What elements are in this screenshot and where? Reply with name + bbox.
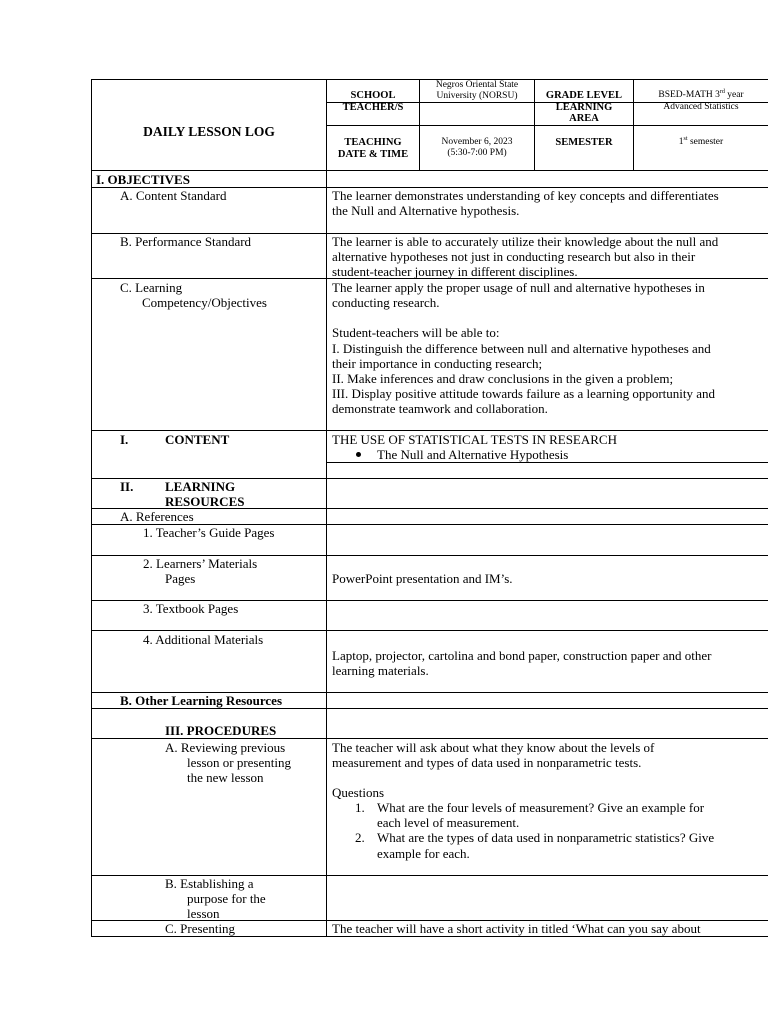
purpose-label-line: purpose for the bbox=[187, 891, 266, 906]
resources-section-number: II. bbox=[120, 479, 134, 494]
performance-standard-line: student-teacher journey in different disciplines. bbox=[332, 264, 578, 279]
row-divider bbox=[327, 462, 768, 463]
competency-line: I. Distinguish the difference between null and alternative hypotheses and bbox=[332, 341, 711, 356]
question-line: What are the types of data used in nonparametric statistics? Give bbox=[377, 830, 715, 845]
objectives-heading: I. OBJECTIVES bbox=[96, 172, 190, 187]
learning-area-label-line-2: AREA bbox=[569, 113, 599, 124]
competency-label-line-1: C. Learning bbox=[120, 280, 183, 295]
header-divider-2 bbox=[327, 125, 768, 126]
row-divider bbox=[91, 430, 768, 431]
textbook-label: 3. Textbook Pages bbox=[143, 601, 239, 616]
competency-line: their importance in conducting research; bbox=[332, 356, 543, 371]
procedures-heading: III. PROCEDURES bbox=[165, 723, 277, 738]
presenting-text: The teacher will have a short activity in titled ‘What can you say about bbox=[332, 921, 701, 936]
content-title: THE USE OF STATISTICAL TESTS IN RESEARCH bbox=[332, 432, 617, 447]
learning-area-label-line-1: LEARNING bbox=[555, 102, 613, 113]
purpose-label-line: lesson bbox=[187, 906, 220, 921]
bullet-icon bbox=[356, 452, 361, 457]
content-standard-line: The learner demonstrates understanding of key concepts and differentiates bbox=[332, 188, 719, 203]
competency-line: The learner apply the proper usage of null and alternative hypotheses in bbox=[332, 280, 705, 295]
page-title: DAILY LESSON LOG bbox=[143, 124, 275, 139]
resources-label-line-1: LEARNING bbox=[165, 479, 236, 494]
learners-materials-label-line-1: 2. Learners’ Materials bbox=[143, 556, 258, 571]
resources-label-line-2: RESOURCES bbox=[165, 494, 245, 509]
teaching-date-label-line-2: DATE & TIME bbox=[337, 149, 409, 160]
competency-line: II. Make inferences and draw conclusions in the given a problem; bbox=[332, 371, 674, 386]
teacher-label: TEACHER/S bbox=[342, 102, 404, 113]
content-section-label: CONTENT bbox=[165, 432, 230, 447]
row-divider bbox=[91, 738, 768, 739]
additional-materials-line: learning materials. bbox=[332, 663, 429, 678]
competency-label-line-2: Competency/Objectives bbox=[142, 295, 267, 310]
learning-area-value: Advanced Statistics bbox=[663, 102, 739, 112]
other-resources-label: B. Other Learning Resources bbox=[120, 693, 283, 708]
grade-level-value: BSED-MATH 3rd year bbox=[658, 88, 744, 100]
content-standard-label: A. Content Standard bbox=[120, 188, 227, 203]
presenting-label: C. Presenting bbox=[165, 921, 236, 936]
grade-level-label: GRADE LEVEL bbox=[545, 90, 623, 101]
additional-materials-label: 4. Additional Materials bbox=[143, 632, 264, 647]
additional-materials-line: Laptop, projector, cartolina and bond paper, construction paper and other bbox=[332, 648, 712, 663]
question-number: 2. bbox=[355, 830, 365, 845]
competency-line: conducting research. bbox=[332, 295, 440, 310]
teaching-date-value-line-2: (5:30-7:00 PM) bbox=[447, 148, 507, 158]
school-label: SCHOOL bbox=[350, 90, 396, 101]
header-divider-bottom bbox=[91, 170, 768, 171]
semester-label: SEMESTER bbox=[555, 137, 613, 148]
performance-standard-line: The learner is able to accurately utilize their knowledge about the null and bbox=[332, 234, 719, 249]
purpose-label-line: B. Establishing a bbox=[165, 876, 254, 891]
review-label-line: the new lesson bbox=[187, 770, 264, 785]
competency-line: III. Display positive attitude towards failure as a learning opportunity and bbox=[332, 386, 716, 401]
review-text-line: measurement and types of data used in nonparametric tests. bbox=[332, 755, 642, 770]
school-value-line-1: Negros Oriental State bbox=[435, 80, 519, 90]
table-border-bottom bbox=[91, 936, 768, 937]
teaching-date-value-line-1: November 6, 2023 bbox=[441, 137, 513, 147]
content-bullet-text: The Null and Alternative Hypothesis bbox=[377, 447, 569, 462]
school-value-line-2: University (NORSU) bbox=[436, 91, 518, 101]
review-label-line: A. Reviewing previous bbox=[165, 740, 286, 755]
review-label-line: lesson or presenting bbox=[187, 755, 291, 770]
question-number: 1. bbox=[355, 800, 365, 815]
review-text-line: The teacher will ask about what they know about the levels of bbox=[332, 740, 655, 755]
competency-line: demonstrate teamwork and collaboration. bbox=[332, 401, 548, 416]
learners-materials-label-line-2: Pages bbox=[165, 571, 196, 586]
question-line: example for each. bbox=[377, 846, 470, 861]
performance-standard-label: B. Performance Standard bbox=[120, 234, 252, 249]
questions-label: Questions bbox=[332, 785, 384, 800]
references-label: A. References bbox=[120, 509, 194, 524]
performance-standard-line: alternative hypotheses not just in conducting research but also in their bbox=[332, 249, 696, 264]
question-line: What are the four levels of measurement? Give an example for bbox=[377, 800, 705, 815]
content-standard-line: the Null and Alternative hypothesis. bbox=[332, 203, 520, 218]
competency-line: Student-teachers will be able to: bbox=[332, 325, 500, 340]
semester-value: 1st semester bbox=[678, 135, 724, 147]
learners-materials-value: PowerPoint presentation and IM’s. bbox=[332, 571, 513, 586]
content-section-number: I. bbox=[120, 432, 129, 447]
question-line: each level of measurement. bbox=[377, 815, 520, 830]
teachers-guide-label: 1. Teacher’s Guide Pages bbox=[143, 525, 275, 540]
teaching-date-label-line-1: TEACHING bbox=[344, 137, 402, 148]
row-divider bbox=[91, 630, 768, 631]
row-divider bbox=[91, 708, 768, 709]
